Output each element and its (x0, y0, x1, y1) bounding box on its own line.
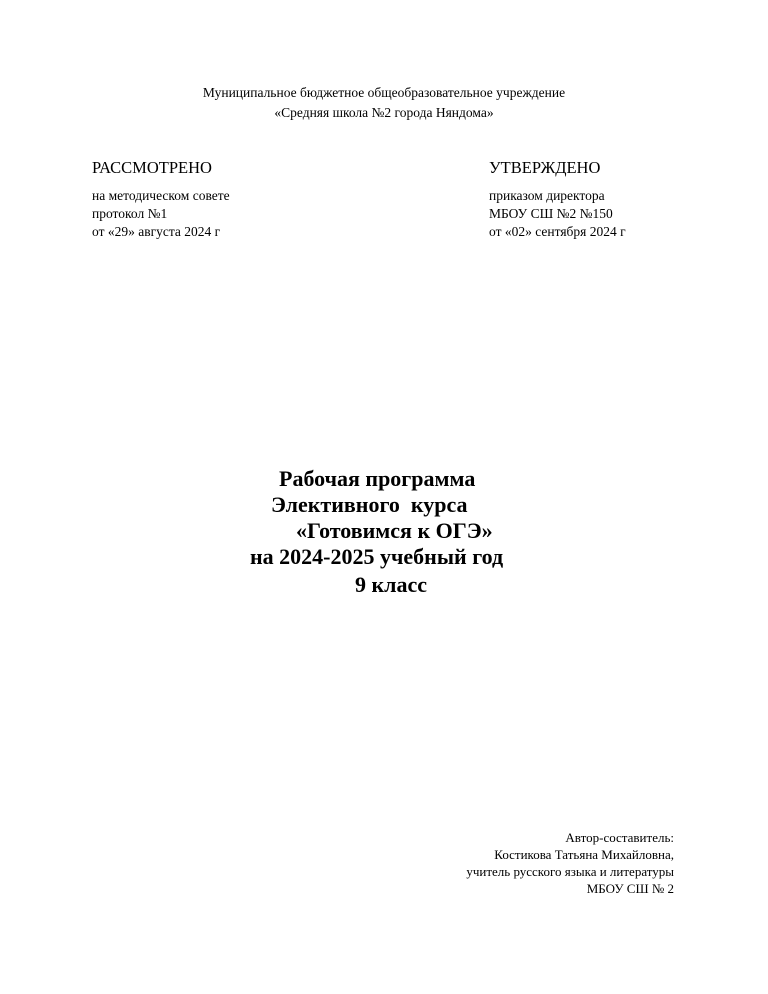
considered-line: протокол №1 (92, 206, 168, 221)
approved-block (489, 158, 626, 241)
considered-line: от «29» августа 2024 г (92, 224, 221, 239)
author-line: Автор-составитель: (565, 830, 674, 845)
approved-heading: УТВЕРЖДЕНО (489, 158, 601, 177)
author-line: учитель русского языка и литературы (466, 864, 674, 879)
school-name: «Средняя школа №2 города Няндома» (274, 105, 494, 120)
organization-name: Муниципальное бюджетное общеобразовательное учреждение (202, 85, 566, 100)
approved-line: МБОУ СШ №2 №150 (489, 206, 613, 221)
considered-block (92, 158, 230, 241)
approved-line: от «02» сентября 2024 г (489, 224, 626, 239)
considered-heading: РАССМОТРЕНО (92, 158, 212, 177)
author-line: Костикова Татьяна Михайловна, (494, 847, 674, 862)
approved-line: приказом директора (489, 188, 605, 203)
title-line: Элективного курса (271, 492, 468, 517)
title-line: «Готовимся к ОГЭ» (296, 518, 493, 543)
title-line: Рабочая программа (279, 466, 476, 491)
title-line: на 2024-2025 учебный год (250, 544, 504, 569)
considered-line: на методическом совете (92, 188, 230, 203)
author-line: МБОУ СШ № 2 (586, 881, 674, 896)
author-block (466, 829, 674, 897)
title-line: 9 класс (355, 572, 428, 597)
